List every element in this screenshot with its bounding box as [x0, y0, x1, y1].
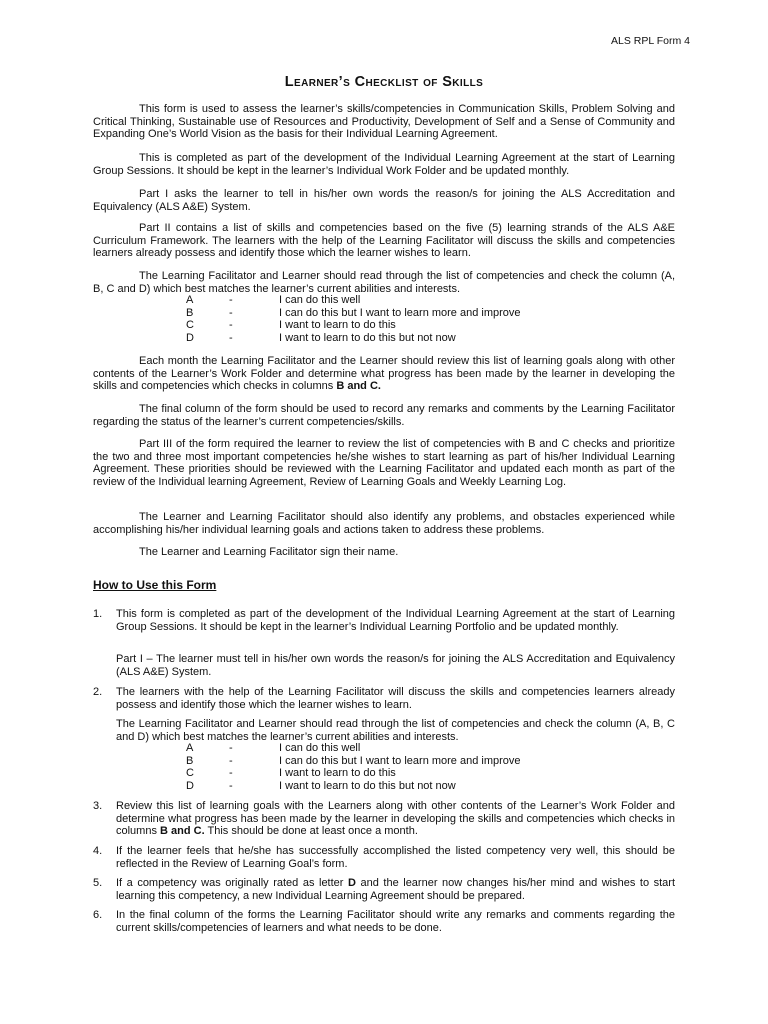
option-a: A - I can do this well: [186, 742, 361, 754]
intro-paragraph-8: Part III of the form required the learner to review the list of competencies with B and C checks and prioritize the two and three most important competencies he/she wishes to start learning as part of his/her Individual Learning Agreement. These priorities should be reviewed with the Learning Facilitator and updated each month as part of the review of the Individual learning Agreement, Review of Learning Goals and Weekly Learning Log.: [93, 438, 675, 488]
item-number-5: 5.: [93, 877, 103, 889]
page-title: Learner’s Checklist of Skills: [284, 74, 484, 90]
how-to-item-1-sub: Part I – The learner must tell in his/her own words the reason/s for joining the ALS Accreditation and Equivalency (ALS A&E) System.: [116, 653, 675, 678]
rating-options-1: [186, 294, 521, 344]
how-to-item-5: If a competency was originally rated as letter D and the learner now changes his/her mind and wishes to start learning this competency, a new Individual Learning Agreement should be prepared.: [116, 877, 675, 902]
item-number-2: 2.: [93, 686, 103, 698]
item-number-4: 4.: [93, 845, 103, 857]
option-d: D - I want to learn to do this but not now: [186, 331, 456, 344]
option-d: D - I want to learn to do this but not now: [186, 779, 456, 792]
how-to-item-3: Review this list of learning goals with the Learners along with other contents of the Learner’s Work Folder and determine what progress has been made by the learner in developing the skills and competencies which checks in columns B and C. This should be done at least once a month.: [116, 800, 675, 838]
how-to-item-6: In the final column of the forms the Learning Facilitator should write any remarks and comments regarding the current skills/competencies of learners and what needs to be done.: [116, 909, 675, 934]
how-to-item-4: If the learner feels that he/she has successfully accomplished the listed competency very well, this should be reflected in the Review of Learning Goal’s form.: [116, 845, 675, 870]
option-c: C - I want to learn to do this: [186, 767, 396, 780]
rating-options-2: [186, 742, 521, 792]
intro-paragraph-6: Each month the Learning Facilitator and the Learner should review this list of learning goals along with other contents of the Learner’s Work Folder and determine what progress has been made by the learner in developing the skills and competencies which checks in columns B and C.: [93, 355, 675, 393]
how-to-item-1: This form is completed as part of the development of the Individual Learning Agreement at the start of Learning Group Sessions. It should be kept in the learner’s Individual Learning Portfolio and be updated monthly.: [116, 608, 675, 633]
option-b: B - I can do this but I want to learn more and improve: [186, 754, 521, 767]
form-label: ALS RPL Form 4: [611, 35, 690, 47]
intro-paragraph-9: The Learner and Learning Facilitator should also identify any problems, and obstacles experienced while accomplishing his/her individual learning goals and actions taken to address these problems.: [93, 511, 675, 536]
intro-paragraph-5: The Learning Facilitator and Learner should read through the list of competencies and check the column (A, B, C and D) which best matches the learner’s current abilities and interests.: [93, 270, 675, 295]
how-to-item-2-sub: The Learning Facilitator and Learner should read through the list of competencies and check the column (A, B, C and D) which best matches the learner’s current abilities and interests.: [116, 718, 675, 743]
intro-paragraph-4: Part II contains a list of skills and competencies based on the five (5) learning strands of the ALS A&E Curriculum Framework. The learners with the help of the Learning Facilitator will discuss the skills and competencies learners already possess and identify those which the learner wishes to learn.: [93, 222, 675, 260]
item-number-6: 6.: [93, 909, 103, 921]
item-number-1: 1.: [93, 608, 103, 620]
intro-paragraph-2: This is completed as part of the development of the Individual Learning Agreement at the start of Learning Group Sessions. It should be kept in the learner’s Individual Work Folder and be updated monthly.: [93, 152, 675, 177]
item-number-3: 3.: [93, 800, 103, 812]
option-c: C - I want to learn to do this: [186, 319, 396, 332]
option-b: B - I can do this but I want to learn more and improve: [186, 306, 521, 319]
intro-paragraph-1: This form is used to assess the learner’s skills/competencies in Communication Skills, Problem Solving and Critical Thinking, Sustainable use of Resources and Productivity, Development of Self and a Sense of Community and Expanding One’s World Vision as the basis for their Individual Learning Agreement.: [93, 103, 675, 141]
section-heading-how-to: How to Use this Form: [93, 578, 217, 592]
intro-paragraph-10: The Learner and Learning Facilitator sign their name.: [139, 546, 399, 558]
intro-paragraph-3: Part I asks the learner to tell in his/her own words the reason/s for joining the ALS Accreditation and Equivalency (ALS A&E) System.: [93, 188, 675, 213]
how-to-item-2: The learners with the help of the Learning Facilitator will discuss the skills and competencies learners already possess and identify those which the learner wishes to learn.: [116, 686, 675, 711]
intro-paragraph-7: The final column of the form should be used to record any remarks and comments by the Learning Facilitator regarding the status of the learner’s current competencies/skills.: [93, 403, 675, 428]
option-a: A - I can do this well: [186, 294, 361, 306]
